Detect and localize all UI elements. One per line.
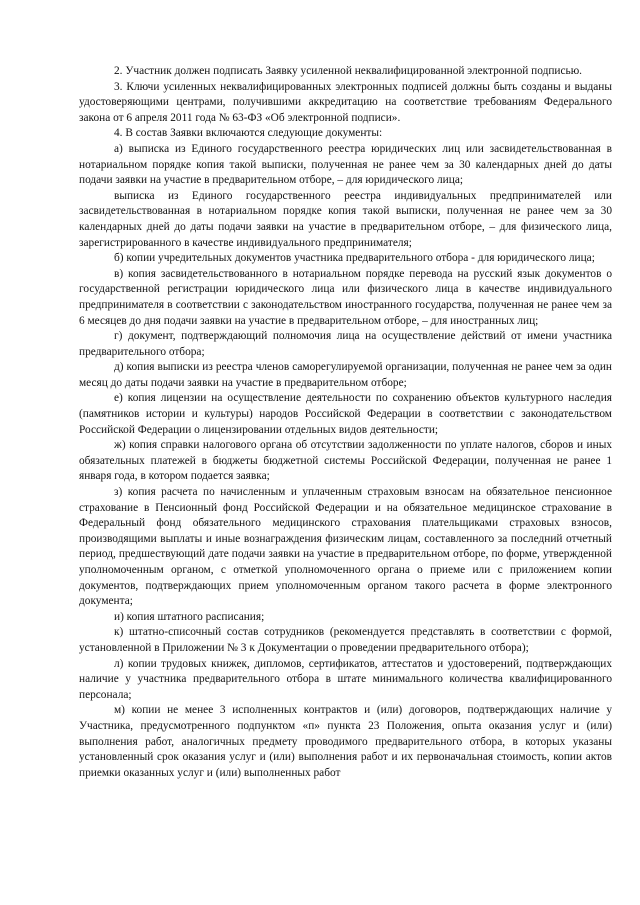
item-b-founding-documents: б) копии учредительных документов участника предварительного отбора - для юридического лица; (114, 252, 595, 265)
item-l-qualifications: л) копии трудовых книжек, дипломов, сертификатов, аттестатов и удостоверений, подтверждающих наличие у участника предварительного отбора в штате минимального количества квалифицированного персонала; (79, 657, 612, 701)
item-a-legal-entity-extract: а) выписка из Единого государственного реестра юридических лиц или засвидетельствованная в нотариальном порядке копия такой выписки, полученная не ранее чем за 30 календарных дней до даты подачи заявки на участие в предварительном отборе, – для юридического лица; (79, 142, 612, 187)
item-e-license: е) копия лицензии на осуществление деятельности по сохранению объектов культурного наследия (памятников истории и культуры) народов Российской Федерации в соответствии с законодательством Российской Федерации о лицензировании отдельных видов деятельности; (79, 392, 612, 436)
paragraph-4-documents: 4. В состав Заявки включаются следующие документы: (114, 127, 383, 140)
item-zh-tax-certificate: ж) копия справки налогового органа об отсутствии задолженности по уплате налогов, сборов и иных обязательных платежей в бюджеты бюджетной системы Российской Федерации, полученная не ранее 1 января года, в котором подается заявка; (79, 439, 612, 483)
item-v-translation: в) копия засвидетельствованного в нотариальном порядке перевода на русский язык документов о государственной регистрации юридического лица или физического лица в качестве индивидуального предпринимателя в соответствии с законодательством иностранного государства, полученная не ранее чем за 6 месяцев до дня подачи заявки на участие в предварительном отборе, – для иностранных лиц; (79, 267, 612, 327)
item-g-authority-document: г) документ, подтверждающий полномочия лица на осуществление действий от имени участника предварительного отбора; (79, 330, 612, 358)
item-z-insurance-calculation: з) копия расчета по начисленным и уплаченным страховым взносам на обязательное пенсионное страхование в Пенсионный фонд Российской Федерации и на обязательное медицинское страхование в Федеральный фонд обязательного медицинского страхования плательщиками страховых взносов, производящими выплаты и иные вознаграждения физическим лицам, составленного за последний отчетный период, предшествующий дате подачи заявки на участие в предварительном отборе, по форме, утвержденной уполномоченным органом, с отметкой уполномоченного органа о приеме или с приложением копии документов, подтверждающих прием уполномоченным органом такого расчета в форме электронного документа; (79, 486, 612, 608)
item-m-contracts: м) копии не менее 3 исполненных контрактов и (или) договоров, подтверждающих наличие у Участника, предусмотренного подпунктом «п» пункта 23 Положения, опыта оказания услуг и (или) выполнения работ, аналогичных предмету проводимого предварительного отбора, в которых указаны установленный срок оказания услуг и (или) выполнения работ и их первоначальная стоимость, копии актов приемки оказанных услуг и (или) выполненных работ (79, 704, 612, 779)
item-a-entrepreneur-extract: выписка из Единого государственного реестра индивидуальных предпринимателей или засвидетельствованная в нотариальном порядке копия такой выписки, полученная не ранее чем за 30 календарных дней до даты подачи заявки на участие в предварительном отборе, – для физического лица, зарегистрированного в качестве индивидуального предпринимателя; (79, 189, 612, 249)
paragraph-2-signature: 2. Участник должен подписать Заявку усиленной неквалифицированной электронной подписью. (114, 65, 583, 77)
item-d-sro-extract: д) копия выписки из реестра членов саморегулируемой организации, полученная не ранее чем за один месяц до даты подачи заявки на участие в предварительном отборе; (79, 361, 612, 389)
paragraph-3-keys: 3. Ключи усиленных неквалифицированных электронных подписей должны быть созданы и выданы удостоверяющими центрами, получившими аккредитацию на соответствие требованиям Федерального закона от 6 апреля 2011 года № 63-ФЗ «Об электронной подписи». (79, 80, 612, 124)
item-k-staff-list: к) штатно-списочный состав сотрудников (рекомендуется представлять в соответствии с формой, установленной в Приложении № 3 к Документации о проведении предварительного отбора); (79, 626, 612, 654)
document-page (79, 64, 612, 781)
item-i-staff-schedule: и) копия штатного расписания; (114, 610, 265, 623)
